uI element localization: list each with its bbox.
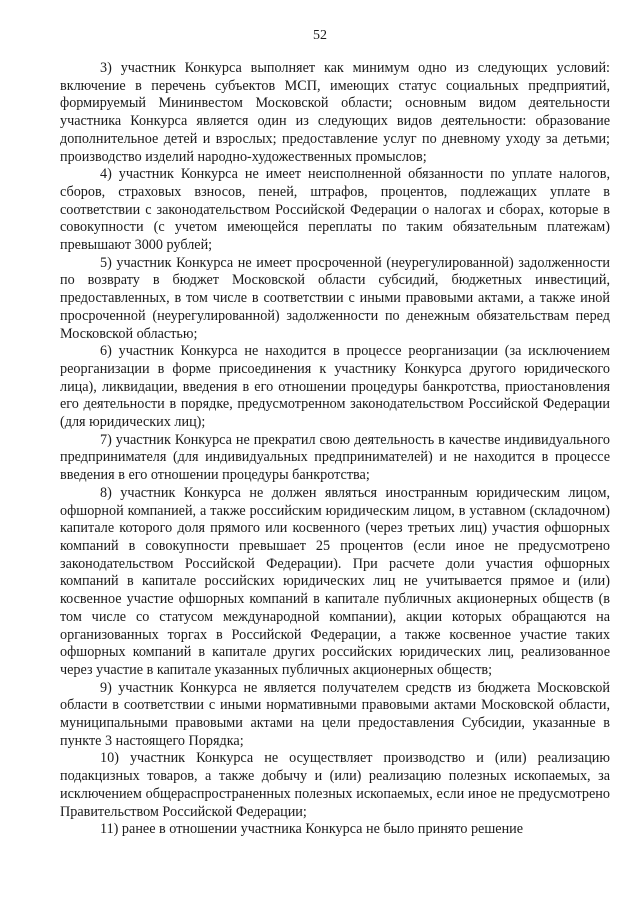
paragraph-item-7: 7) участник Конкурса не прекратил свою деятельность в качестве индивидуального предпринимателя (для индивидуальных предпринимателей) и не находится в процессе введения в его отношении процедуры банкротства;	[60, 431, 610, 484]
paragraph-item-9: 9) участник Конкурса не является получателем средств из бюджета Московской области в соответствии с иными нормативными правовыми актами Московской области, муниципальными правовыми актами на цели предоставления Субсидии, указанные в пункте 3 настоящего Порядка;	[60, 679, 610, 749]
paragraph-item-6: 6) участник Конкурса не находится в процессе реорганизации (за исключением реорганизации в форме присоединения к участнику Конкурса другого юридического лица), ликвидации, введения в его отношении процедуры банкротства, приостановления его деятельности в порядке, предусмотренном законодательством Российской Федерации (для юридических лиц);	[60, 343, 610, 431]
document-body	[60, 60, 610, 839]
paragraph-item-3: 3) участник Конкурса выполняет как минимум одно из следующих условий: включение в перечень субъектов МСП, имеющих статус социальных предприятий, формируемый Мининвестом Московской области; основным видом деятельности участника Конкурса является один из следующих видов деятельности: образование дополнительное детей и взрослых; предоставление услуг по дневному уходу за детьми; производство изделий народно-художественных промыслов;	[60, 60, 610, 165]
paragraph-item-5: 5) участник Конкурса не имеет просроченной (неурегулированной) задолженности по возврату в бюджет Московской области субсидий, бюджетных инвестиций, предоставленных, в том числе в соответствии с иными правовыми актами, а также иной просроченной (неурегулированной) задолженности по денежным обязательствам перед Московской областью;	[60, 254, 610, 342]
paragraph-item-4: 4) участник Конкурса не имеет неисполненной обязанности по уплате налогов, сборов, страховых взносов, пеней, штрафов, процентов, подлежащих уплате в соответствии с законодательством Российской Федерации о налогах и сборах, которые в совокупности (с учетом имеющейся переплаты по таким обязательным платежам) превышают 3000 рублей;	[60, 166, 610, 254]
page-number: 52	[313, 28, 327, 43]
paragraph-item-11: 11) ранее в отношении участника Конкурса не было принято решение	[100, 821, 524, 838]
paragraph-item-10: 10) участник Конкурса не осуществляет производство и (или) реализацию подакцизных товаров, а также добычу и (или) реализацию полезных ископаемых, за исключением общераспространенных полезных ископаемых, если иное не предусмотрено Правительством Российской Федерации;	[60, 750, 610, 820]
paragraph-item-8: 8) участник Конкурса не должен являться иностранным юридическим лицом, офшорной компанией, а также российским юридическим лицом, в уставном (складочном) капитале которого доля прямого или косвенного (через третьих лиц) участия офшорных компаний в совокупности превышает 25 процентов (если иное не предусмотрено законодательством Российской Федерации). При расчете доли участия офшорных компаний в капитале российских юридических лиц не учитывается прямое и (или) косвенное участие офшорных компаний в капитале публичных акционерных обществ (в том числе со статусом международной компании), акции которых обращаются на организованных торгах в Российской Федерации, а также косвенное участие таких офшорных компаний в капитале других российских юридических лиц, реализованное через участие в капитале указанных публичных акционерных обществ;	[60, 484, 610, 678]
